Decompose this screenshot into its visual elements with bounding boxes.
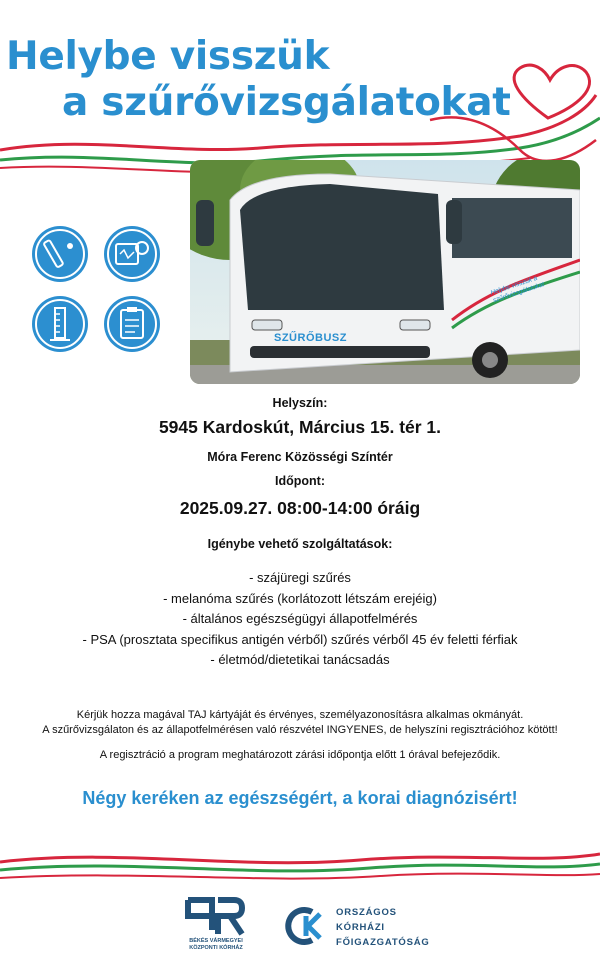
time-label: Időpont: [275, 474, 325, 488]
test-strip-icon [32, 226, 88, 282]
location-label: Helyszín: [272, 396, 328, 410]
ruler-measure-icon [32, 296, 88, 352]
list-item: - szájüregi szűrés [249, 570, 351, 585]
bus-side-label: Helybe visszük a szűrővizsgálatokat [489, 274, 546, 305]
slogan: Négy keréken az egészségért, a korai diagnózisért! [82, 788, 518, 808]
list-item: - általános egészségügyi állapotfelmérés [182, 611, 418, 626]
blood-pressure-icon [104, 226, 160, 282]
okfo-name-line-3: FŐIGAZGATÓSÁG [336, 937, 430, 948]
okfo-logo-text [336, 905, 430, 950]
okfo-name-line-1: ORSZÁGOS [336, 907, 397, 918]
location-venue: Móra Ferenc Közösségi Színtér [207, 450, 393, 464]
note-closing: A regisztráció a program meghatározott zárási időpontja előtt 1 órával befejeződik. [99, 749, 501, 761]
title-line-2: a szűrővizsgálatokat [62, 80, 511, 125]
list-item: - PSA (prosztata specifikus antigén vérből) szűrés vérből 45 év feletti férfiak [82, 631, 518, 647]
note-documents: Kérjük hozza magával TAJ kártyáját és érvényes, személyazonosításra alkalmas okmányát. [76, 709, 524, 721]
services-label: Igénybe vehető szolgáltatások: [207, 537, 393, 551]
okfo-logo-icon [282, 904, 330, 948]
hospital-name-line-2: KÖZPONTI KÓRHÁZ [189, 945, 243, 951]
bottom-ribbon-decoration [0, 840, 600, 890]
page-title [0, 34, 511, 126]
services-list [0, 568, 600, 671]
bus-photo [190, 160, 580, 384]
hospital-logo-text [170, 938, 262, 952]
location-address: 5945 Kardoskút, Március 15. tér 1. [158, 417, 442, 437]
clipboard-icon [104, 296, 160, 352]
list-item: - életmód/dietetikai tanácsadás [210, 652, 390, 667]
note-registration: A szűrővizsgálaton és az állapotfelmérésen való részvétel INGYENES, de helyszíni regisztrációhoz kötött! [42, 724, 558, 736]
time-value: 2025.09.27. 08:00-14:00 óráig [179, 498, 421, 518]
hospital-name-line-1: BÉKÉS VÁRMEGYEI [189, 938, 243, 944]
hospital-logo-icon [184, 894, 246, 938]
list-item: - melanóma szűrés (korlátozott létszám erejéig) [163, 590, 437, 606]
bus-front-label: SZŰRŐBUSZ [274, 332, 347, 344]
okfo-name-line-2: KÓRHÁZI [336, 922, 385, 933]
title-line-1: Helybe visszük [6, 34, 330, 79]
